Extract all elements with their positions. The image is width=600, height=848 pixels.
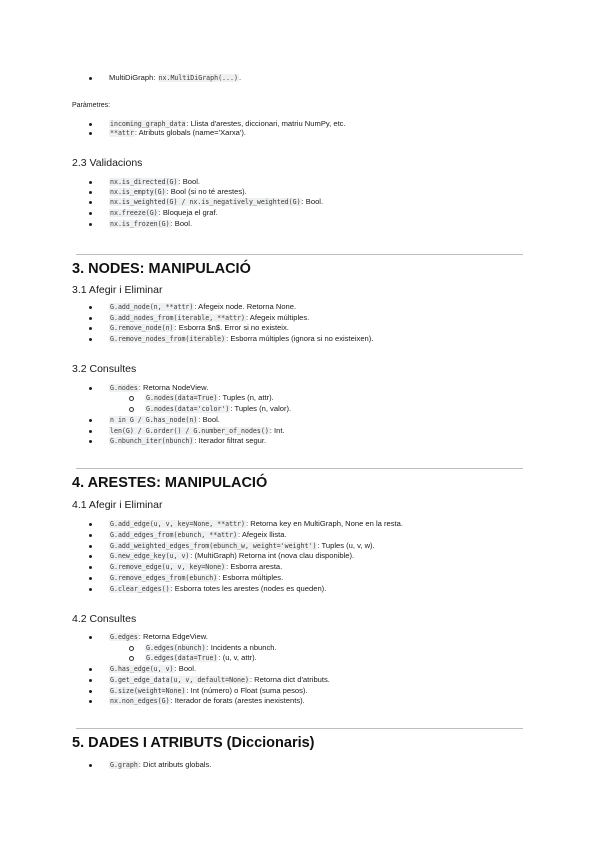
code-snippet: nx.is_weighted(G) / nx.is_negatively_weighted(G): [110, 198, 301, 206]
item-text: : Retorna NodeView.: [138, 383, 209, 392]
code-snippet: G.edges(data=True): [146, 654, 218, 662]
code-snippet: G.nodes(data='color'): [146, 405, 230, 413]
item-text: : Retorna key en MultiGraph, None en la resta.: [245, 519, 404, 528]
code-snippet: G.nodes(data=True): [146, 394, 218, 402]
item-text: : Incidents a nbunch.: [206, 643, 277, 652]
code-snippet: nx.is_directed(G): [110, 178, 178, 186]
item-text: : Iterador filtrat segur.: [194, 436, 267, 445]
item-text: : Esborra aresta.: [226, 562, 283, 571]
item-text: : Bool (si no té arestes).: [166, 187, 247, 196]
code-snippet: G.remove_edges_from(ebunch): [110, 574, 218, 582]
code-snippet: nx.freeze(G): [110, 209, 158, 217]
code-snippet: **attr: [110, 129, 134, 137]
item-text: : Int (número) o Float (suma pesos).: [186, 686, 308, 695]
item-text: .: [238, 73, 242, 82]
item-text: : Esborra totes les arestes (nodes es queden).: [170, 584, 327, 593]
code-snippet: G.clear_edges(): [110, 585, 170, 593]
section-heading: 3. NODES: MANIPULACIÓ: [72, 261, 251, 277]
item-text: : Int.: [269, 426, 285, 435]
code-snippet: G.add_edge(u, v, key=None, **attr): [110, 520, 245, 528]
code-snippet: len(G) / G.order() / G.number_of_nodes(): [110, 427, 269, 435]
item-text: : Tuples (n, valor).: [230, 404, 292, 413]
item-text: : Esborra $n$. Error si no existeix.: [174, 323, 289, 332]
item-text: : Llista d'arestes, diccionari, matriu NumPy, etc.: [186, 119, 346, 128]
subsection-heading: 4.1 Afegir i Eliminar: [72, 499, 163, 511]
code-snippet: G.edges: [110, 633, 138, 641]
item-text: : Afegeix múltiples.: [245, 313, 310, 322]
code-snippet: G.add_nodes_from(iterable, **attr): [110, 314, 245, 322]
subsection-heading: 4.2 Consultes: [72, 613, 137, 625]
code-snippet: G.nodes: [110, 384, 138, 392]
code-snippet: G.add_node(n, **attr): [110, 303, 194, 311]
code-snippet: nx.is_frozen(G): [110, 220, 170, 228]
item-text: : Dict atributs globals.: [138, 760, 212, 769]
item-text: : Afegeix node. Retorna None.: [194, 302, 297, 311]
item-text: : Bool.: [178, 177, 201, 186]
code-snippet: G.size(weight=None): [110, 687, 186, 695]
item-text: : (u, v, attr).: [218, 653, 257, 662]
code-snippet: G.remove_node(n): [110, 324, 174, 332]
item-text: : Retorna dict d'atributs.: [249, 675, 330, 684]
item-text: : Esborra múltiples (ignora si no existeixen).: [226, 334, 374, 343]
section-divider: [76, 468, 523, 469]
params-title: Paràmetres:: [72, 102, 111, 109]
item-label: MultiDiGraph:: [109, 73, 158, 82]
item-text: : Iterador de forats (arestes inexistents).: [170, 696, 305, 705]
code-snippet: G.remove_nodes_from(iterable): [110, 335, 226, 343]
section-heading: 5. DADES I ATRIBUTS (Diccionaris): [72, 735, 315, 751]
code-snippet: G.add_edges_from(ebunch, **attr): [110, 531, 238, 539]
subsection-heading: 3.1 Afegir i Eliminar: [72, 284, 163, 296]
subsection-heading: 3.2 Consultes: [72, 363, 137, 375]
item-text: : Tuples (n, attr).: [218, 393, 274, 402]
code-snippet: G.add_weighted_edges_from(ebunch_w, weight='weight'): [110, 542, 317, 550]
section-heading: 4. ARESTES: MANIPULACIÓ: [72, 475, 268, 491]
section-divider: [76, 254, 523, 255]
item-text: : Bool.: [170, 219, 193, 228]
section-divider: [76, 728, 523, 729]
subsection-heading: 2.3 Validacions: [72, 157, 143, 169]
code-snippet: G.edges(nbunch): [146, 644, 206, 652]
code-snippet: G.nbunch_iter(nbunch): [110, 437, 194, 445]
item-text: : Atributs globals (name='Xarxa').: [134, 128, 246, 137]
code-snippet: G.new_edge_key(u, v): [110, 552, 190, 560]
item-text: : Bool.: [198, 415, 220, 424]
code-snippet: nx.is_empty(G): [110, 188, 166, 196]
item-text: : Bool.: [301, 197, 324, 206]
code-snippet: incoming_graph_data: [110, 120, 186, 128]
code-snippet: nx.MultiDiGraph(...): [158, 74, 238, 82]
code-snippet: G.graph: [110, 761, 138, 769]
item-text: : (MultiGraph) Retorna int (nova clau disponible).: [190, 551, 355, 560]
item-text: : Afegeix llista.: [238, 530, 287, 539]
item-text: : Tuples (u, v, w).: [317, 541, 375, 550]
code-snippet: nx.non_edges(G): [110, 697, 170, 705]
item-text: : Retorna EdgeView.: [138, 632, 208, 641]
item-text: : Esborra múltiples.: [218, 573, 284, 582]
item-text: : Bloqueja el graf.: [158, 208, 218, 217]
code-snippet: G.remove_edge(u, v, key=None): [110, 563, 226, 571]
item-text: : Bool.: [174, 664, 197, 673]
code-snippet: G.get_edge_data(u, v, default=None): [110, 676, 249, 684]
code-snippet: G.has_edge(u, v): [110, 665, 174, 673]
code-snippet: n in G / G.has_node(n): [110, 416, 198, 424]
